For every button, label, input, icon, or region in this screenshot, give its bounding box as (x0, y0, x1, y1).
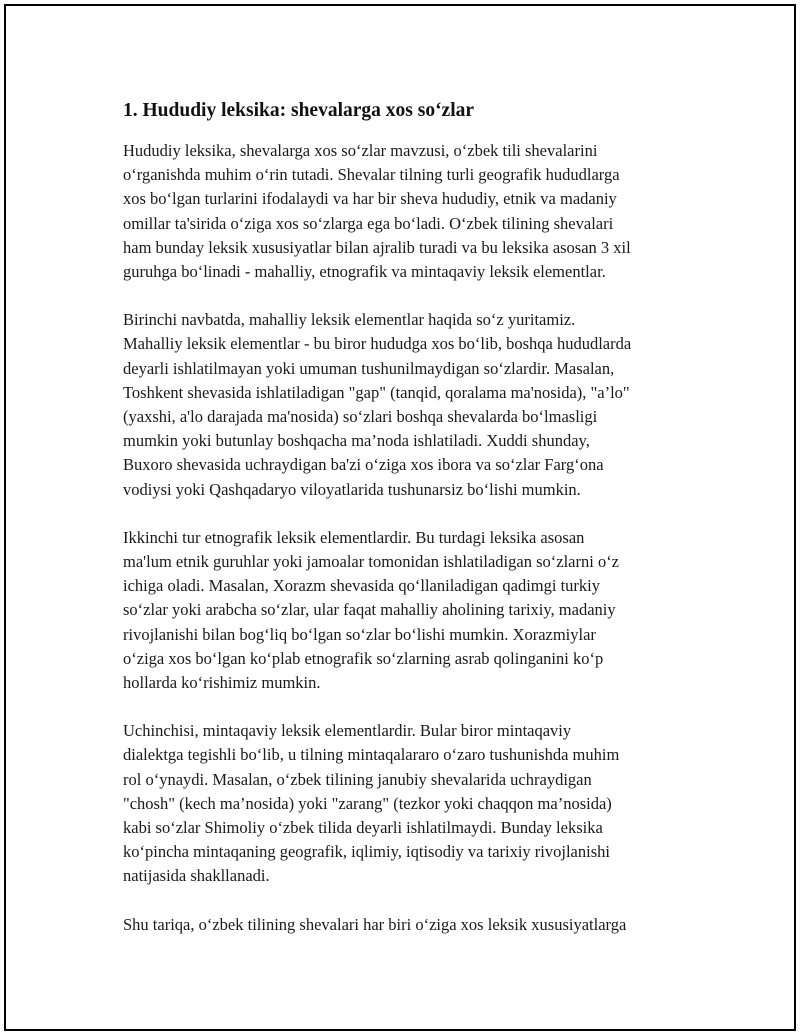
document-body (123, 99, 693, 961)
paragraph-line: ham bunday leksik xususiyatlar bilan ajralib turadi va bu leksika asosan 3 xil (123, 237, 631, 257)
section-heading: 1. Hududiy leksika: shevalarga xos so‘zlar (123, 100, 475, 121)
paragraph-line: dialektga tegishli bo‘lib, u tilning mintaqalararo o‘zaro tushunishda muhim (123, 745, 620, 765)
page-frame (4, 4, 796, 1031)
paragraph-line: rol o‘ynaydi. Masalan, o‘zbek tilining janubiy shevalarida uchraydigan (123, 769, 592, 789)
paragraph-line: rivojlanishi bilan bog‘liq bo‘lgan so‘zlar bo‘lishi mumkin. Xorazmiylar (123, 624, 596, 644)
paragraph-line: xos bo‘lgan turlarini ifodalaydi va har bir sheva hududiy, etnik va madaniy (123, 189, 617, 209)
paragraph-line: natijasida shakllanadi. (123, 866, 270, 886)
paragraph-line: ko‘pincha mintaqaning geografik, iqlimiy, iqtisodiy va tarixiy rivojlanishi (123, 842, 610, 862)
paragraph-line: omillar ta'sirida o‘ziga xos so‘zlarga ega bo‘ladi. O‘zbek tilining shevalari (123, 213, 614, 233)
paragraph-line: o‘ziga xos bo‘lgan ko‘plab etnografik so‘zlarning asrab qolinganini ko‘p (123, 648, 604, 668)
paragraph-list (123, 139, 693, 937)
paragraph (123, 913, 693, 937)
paragraph-line: Toshkent shevasida ishlatiladigan "gap" (tanqid, qoralama ma'nosida), "a’lo" (123, 382, 630, 402)
paragraph-line: vodiysi yoki Qashqadaryo viloyatlarida tushunarsiz bo‘lishi mumkin. (123, 479, 581, 499)
paragraph-line: Shu tariqa, o‘zbek tilining shevalari har biri o‘ziga xos leksik xususiyatlarga (123, 914, 627, 934)
paragraph (123, 308, 693, 502)
paragraph-line: o‘rganishda muhim o‘rin tutadi. Shevalar tilning turli geografik hududlarga (123, 165, 620, 185)
paragraph-line: Birinchi navbatda, mahalliy leksik elementlar haqida so‘z yuritamiz. (123, 310, 576, 330)
paragraph-line: ma'lum etnik guruhlar yoki jamoalar tomonidan ishlatiladigan so‘zlarni o‘z (123, 552, 620, 572)
paragraph (123, 526, 693, 695)
paragraph-line: (yaxshi, a'lo darajada ma'nosida) so‘zlari boshqa shevalarda bo‘lmasligi (123, 407, 598, 427)
paragraph-line: kabi so‘zlar Shimoliy o‘zbek tilida deyarli ishlatilmaydi. Bunday leksika (123, 818, 603, 838)
paragraph-line: Hududiy leksika, shevalarga xos so‘zlar mavzusi, o‘zbek tili shevalarini (123, 141, 598, 160)
paragraph-line: Mahalliy leksik elementlar - bu biror hududga xos bo‘lib, boshqa hududlarda (123, 334, 632, 354)
paragraph-line: "chosh" (kech ma’nosida) yoki "zarang" (tezkor yoki chaqqon ma’nosida) (123, 793, 612, 813)
paragraph-line: mumkin yoki butunlay boshqacha ma’noda ishlatiladi. Xuddi shunday, (123, 431, 590, 451)
paragraph-line: ichiga oladi. Masalan, Xorazm shevasida qo‘llaniladigan qadimgi turkiy (123, 576, 600, 596)
paragraph-line: Uchinchisi, mintaqaviy leksik elementlardir. Bular biror mintaqaviy (123, 721, 572, 741)
paragraph-line: so‘zlar yoki arabcha so‘zlar, ular faqat mahalliy aholining tarixiy, madaniy (123, 600, 616, 620)
paragraph-line: hollarda ko‘rishimiz mumkin. (123, 673, 321, 693)
paragraph-line: Ikkinchi tur etnografik leksik elementlardir. Bu turdagi leksika asosan (123, 527, 585, 547)
paragraph-line: guruhga bo‘linadi - mahalliy, etnografik va mintaqaviy leksik elementlar. (123, 262, 606, 282)
paragraph (123, 719, 693, 888)
paragraph-line: deyarli ishlatilmayan yoki umuman tushunilmaydigan so‘zlardir. Masalan, (123, 358, 615, 378)
paragraph-line: Buxoro shevasida uchraydigan ba'zi o‘ziga xos ibora va so‘zlar Farg‘ona (123, 455, 604, 475)
paragraph (123, 139, 693, 284)
